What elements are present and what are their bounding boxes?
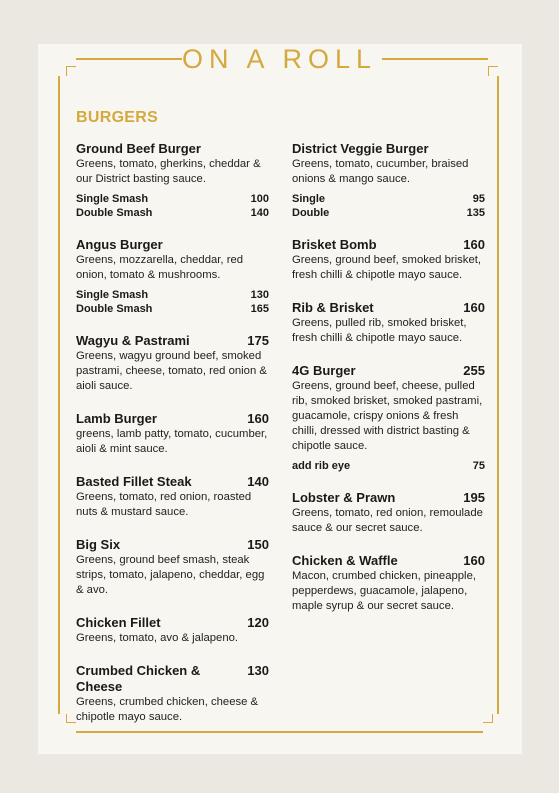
menu-option-label: add rib eye — [292, 460, 351, 472]
section-heading: BURGERS — [76, 109, 159, 126]
frame-left — [58, 76, 60, 714]
menu-item — [292, 141, 485, 220]
menu-item — [292, 237, 485, 283]
menu-option-label: Single Smash — [76, 289, 149, 301]
menu-item-header — [292, 300, 485, 316]
menu-item-description: Greens, mozzarella, cheddar, red onion, tomato & mushrooms. — [76, 254, 244, 281]
menu-item-description: Greens, ground beef, cheese, pulled rib, smoked brisket, smoked pastrami, guacamole, crispy onions & fresh chilli, dressed with district basting & chipotle sauce. — [292, 380, 483, 452]
menu-item — [76, 333, 269, 394]
menu-item-header — [76, 663, 269, 695]
menu-item-header — [76, 141, 269, 157]
menu-option-price: 95 — [472, 193, 485, 205]
page-title: ON A ROLL — [181, 44, 378, 74]
menu-column-left — [76, 141, 269, 742]
menu-item-name: Lobster & Prawn — [292, 490, 396, 505]
menu-option-price: 75 — [472, 460, 485, 472]
menu-option-row — [76, 302, 269, 316]
menu-item-header — [292, 237, 485, 253]
menu-item-header — [76, 615, 269, 631]
menu-item-name: Ground Beef Burger — [76, 141, 201, 156]
frame-corner-bl-v — [66, 714, 67, 723]
menu-item-name: Chicken Fillet — [76, 615, 161, 630]
menu-option-row — [76, 206, 269, 220]
menu-item-name: Rib & Brisket — [292, 300, 374, 315]
menu-item-price: 160 — [247, 411, 269, 426]
menu-option-label: Single — [292, 193, 326, 205]
menu-item — [76, 615, 269, 646]
menu-option-price: 100 — [250, 193, 269, 205]
menu-item-description: greens, lamb patty, tomato, cucumber, aioli & mint sauce. — [76, 428, 268, 455]
menu-item-name: Chicken & Waffle — [292, 553, 398, 568]
menu-item-header — [292, 553, 485, 569]
menu-option-row — [292, 192, 485, 206]
menu-column-right — [292, 141, 485, 631]
menu-option-price: 130 — [250, 289, 269, 301]
menu-item-price: 160 — [463, 237, 485, 252]
menu-item-price: 160 — [463, 553, 485, 568]
menu-item-header — [76, 474, 269, 490]
menu-item-name: Basted Fillet Steak — [76, 474, 192, 489]
menu-item-price: 160 — [463, 300, 485, 315]
menu-option-row — [76, 192, 269, 206]
menu-item-description: Greens, tomato, red onion, remoulade sauce & our secret sauce. — [292, 507, 483, 534]
menu-item — [292, 553, 485, 614]
menu-option-label: Double Smash — [76, 207, 153, 219]
menu-item-price: 150 — [247, 537, 269, 552]
menu-item-header — [76, 333, 269, 349]
menu-item-options — [292, 459, 485, 473]
frame-corner-bl-h — [66, 722, 76, 723]
menu-item — [76, 237, 269, 316]
menu-item-description: Macon, crumbed chicken, pineapple, pepperdews, guacamole, jalapeno, maple syrup & our secret sauce. — [292, 570, 476, 612]
menu-item-description: Greens, tomato, cucumber, braised onions & mango sauce. — [292, 158, 469, 185]
menu-item-options — [292, 192, 485, 220]
menu-item-price: 120 — [247, 615, 269, 630]
menu-item-name: Lamb Burger — [76, 411, 157, 426]
frame-right — [497, 76, 499, 714]
menu-item-header — [292, 141, 485, 157]
menu-item-header — [292, 363, 485, 379]
menu-item — [76, 537, 269, 598]
menu-item-header — [292, 490, 485, 506]
menu-item-header — [76, 237, 269, 253]
menu-item-options — [76, 288, 269, 316]
menu-item-description: Greens, ground beef, smoked brisket, fresh chilli & chipotle mayo sauce. — [292, 254, 482, 281]
menu-item-description: Greens, ground beef smash, steak strips, tomato, jalapeno, cheddar, egg & avo. — [76, 554, 265, 596]
menu-item-name: 4G Burger — [292, 363, 356, 378]
menu-item — [292, 490, 485, 536]
menu-item-name: Wagyu & Pastrami — [76, 333, 190, 348]
menu-option-row — [292, 206, 485, 220]
menu-option-price: 140 — [250, 207, 269, 219]
menu-item-name: Big Six — [76, 537, 121, 552]
menu-item-name: District Veggie Burger — [292, 141, 429, 156]
menu-option-label: Double Smash — [76, 303, 153, 315]
menu-item-price: 130 — [247, 663, 269, 678]
menu-option-row — [76, 288, 269, 302]
menu-item-description: Greens, pulled rib, smoked brisket, fresh chilli & chipotle mayo sauce. — [292, 317, 467, 344]
menu-item-name: Brisket Bomb — [292, 237, 377, 252]
menu-item — [292, 300, 485, 346]
menu-item-price: 195 — [463, 490, 485, 505]
menu-option-price: 135 — [466, 207, 485, 219]
menu-option-row — [292, 459, 485, 473]
menu-item-description: Greens, tomato, red onion, roasted nuts & mustard sauce. — [76, 491, 252, 518]
menu-item-header — [76, 411, 269, 427]
menu-item-description: Greens, tomato, gherkins, cheddar & our District basting sauce. — [76, 158, 261, 185]
menu-item-description: Greens, wagyu ground beef, smoked pastrami, cheese, tomato, red onion & aioli sauce. — [76, 350, 267, 392]
menu-item-options — [76, 192, 269, 220]
menu-option-label: Double — [292, 207, 330, 219]
menu-item-price: 175 — [247, 333, 269, 348]
menu-option-price: 165 — [250, 303, 269, 315]
menu-option-label: Single Smash — [76, 193, 149, 205]
menu-item-name: Crumbed Chicken & Cheese — [76, 663, 201, 694]
menu-item-price: 140 — [247, 474, 269, 489]
menu-item — [292, 363, 485, 473]
menu-item-name: Angus Burger — [76, 237, 163, 252]
menu-item — [76, 411, 269, 457]
menu-item — [76, 141, 269, 220]
menu-item-header — [76, 537, 269, 553]
menu-item — [76, 474, 269, 520]
menu-item-description: Greens, crumbed chicken, cheese & chipotle mayo sauce. — [76, 696, 259, 723]
menu-item-price: 255 — [463, 363, 485, 378]
frame-corner-br-v — [492, 714, 493, 723]
menu-item-description: Greens, tomato, avo & jalapeno. — [76, 632, 239, 644]
menu-item — [76, 663, 269, 725]
